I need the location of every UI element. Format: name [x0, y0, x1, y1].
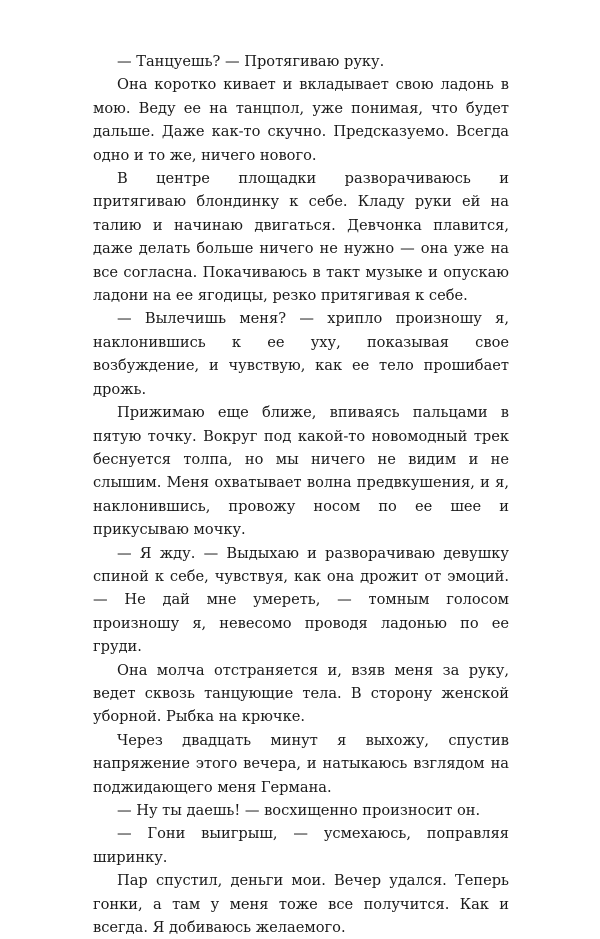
paragraph: — Гони выигрыш, — усмехаюсь, поправляя ширинку.	[93, 825, 509, 866]
paragraph: Пар спустил, деньги мои. Вечер удался. Теперь гонки, а там у меня тоже все получится. Как и всегда. Я добиваюсь желаемого.	[93, 872, 509, 937]
paragraph: — Ну ты даешь! — восхищенно произносит он.	[117, 802, 481, 819]
body-text	[93, 50, 509, 939]
paragraph: — Вылечишь меня? — хрипло произношу я, наклонившись к ее уху, показывая свое возбуждение, и чувствую, как ее тело прошибает дрожь.	[93, 310, 509, 398]
paragraph: — Я жду. — Выдыхаю и разворачиваю девушку спиной к себе, чувствуя, как она дрожит от эмоций. — Не дай мне умереть, — томным голосом произношу я, невесомо проводя ладонью по ее груди.	[93, 544, 509, 656]
paragraph: В центре площадки разворачиваюсь и притягиваю блондинку к себе. Кладу руки ей на талию и начинаю двигаться. Девчонка плавится, даже делать больше ничего не нужно — она уже на все согласна. Покачиваюсь в такт музыке и опускаю ладони на ее ягодицы, резко притягивая к себе.	[93, 170, 509, 305]
paragraph: — Танцуешь? — Протягиваю руку.	[117, 53, 385, 70]
paragraph: Через двадцать минут я выхожу, спустив напряжение этого вечера, и натыкаюсь взглядом на поджидающего меня Германа.	[93, 731, 509, 796]
paragraph: Она молча отстраняется и, взяв меня за руку, ведет сквозь танцующие тела. В сторону женской уборной. Рыбка на крючке.	[93, 661, 509, 726]
paragraph: Прижимаю еще ближе, впиваясь пальцами в пятую точку. Вокруг под какой-то новомодный трек беснуется толпа, но мы ничего не видим и не слышим. Меня охватывает волна предвкушения, и я, наклонившись, провожу носом по ее шее и прикусываю мочку.	[93, 404, 509, 539]
paragraph: Она коротко кивает и вкладывает свою ладонь в мою. Веду ее на танцпол, уже понимая, что будет дальше. Даже как-то скучно. Предсказуемо. Всегда одно и то же, ничего нового.	[93, 76, 509, 164]
